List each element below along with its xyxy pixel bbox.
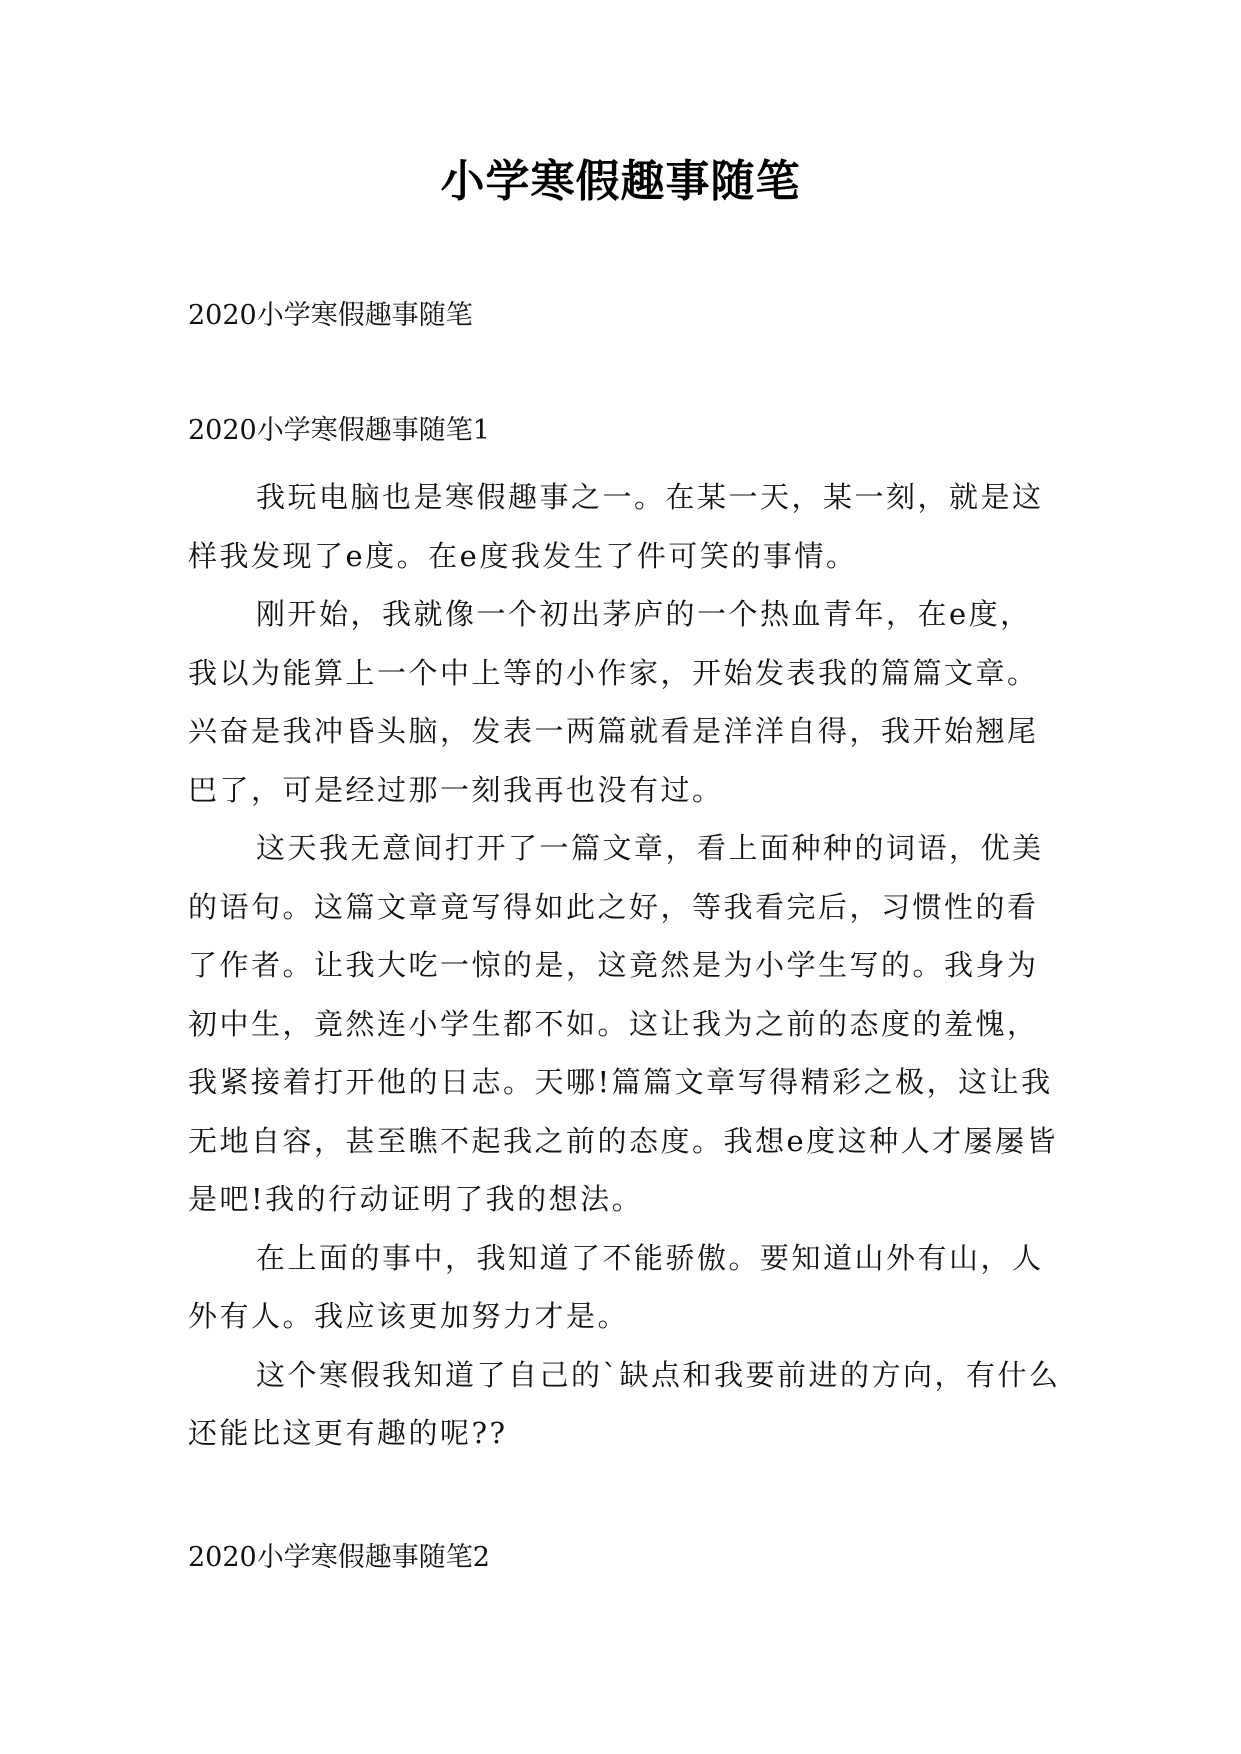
section-2-heading: 2020小学寒假趣事随笔2 (188, 1542, 490, 1573)
section-1-heading: 2020小学寒假趣事随笔1 (188, 415, 490, 446)
paragraph: 这天我无意间打开了一篇文章，看上面种种的词语，优美的语句。这篇文章竟写得如此之好，等我看完后，习惯性的看了作者。让我大吃一惊的是，这竟然是为小学生写的。我身为初中生，竟然连小学生都不如。这让我为之前的态度的羞愧，我紧接着打开他的日志。天哪!篇篇文章写得精彩之极，这让我无地自容，甚至瞧不起我之前的态度。我想e度这种人才屡屡皆是吧!我的行动证明了我的想法。 (188, 831, 1059, 1216)
paragraph: 刚开始，我就像一个初出茅庐的一个热血青年，在e度，我以为能算上一个中上等的小作家，开始发表我的篇篇文章。兴奋是我冲昏头脑，发表一两篇就看是洋洋自得，我开始翘尾巴了，可是经过那一刻我再也没有过。 (188, 597, 1039, 807)
section-1-body (188, 468, 1063, 1463)
paragraph: 在上面的事中，我知道了不能骄傲。要知道山外有山，人外有人。我应该更加努力才是。 (188, 1240, 1044, 1333)
document-title: 小学寒假趣事随笔 (440, 156, 801, 207)
paragraph: 我玩电脑也是寒假趣事之一。在某一天，某一刻，就是这样我发现了e度。在e度我发生了件可笑的事情。 (188, 480, 1044, 573)
document-subtitle: 2020小学寒假趣事随笔 (188, 300, 473, 331)
paragraph: 这个寒假我知道了自己的`缺点和我要前进的方向，有什么还能比这更有趣的呢?? (188, 1357, 1061, 1450)
